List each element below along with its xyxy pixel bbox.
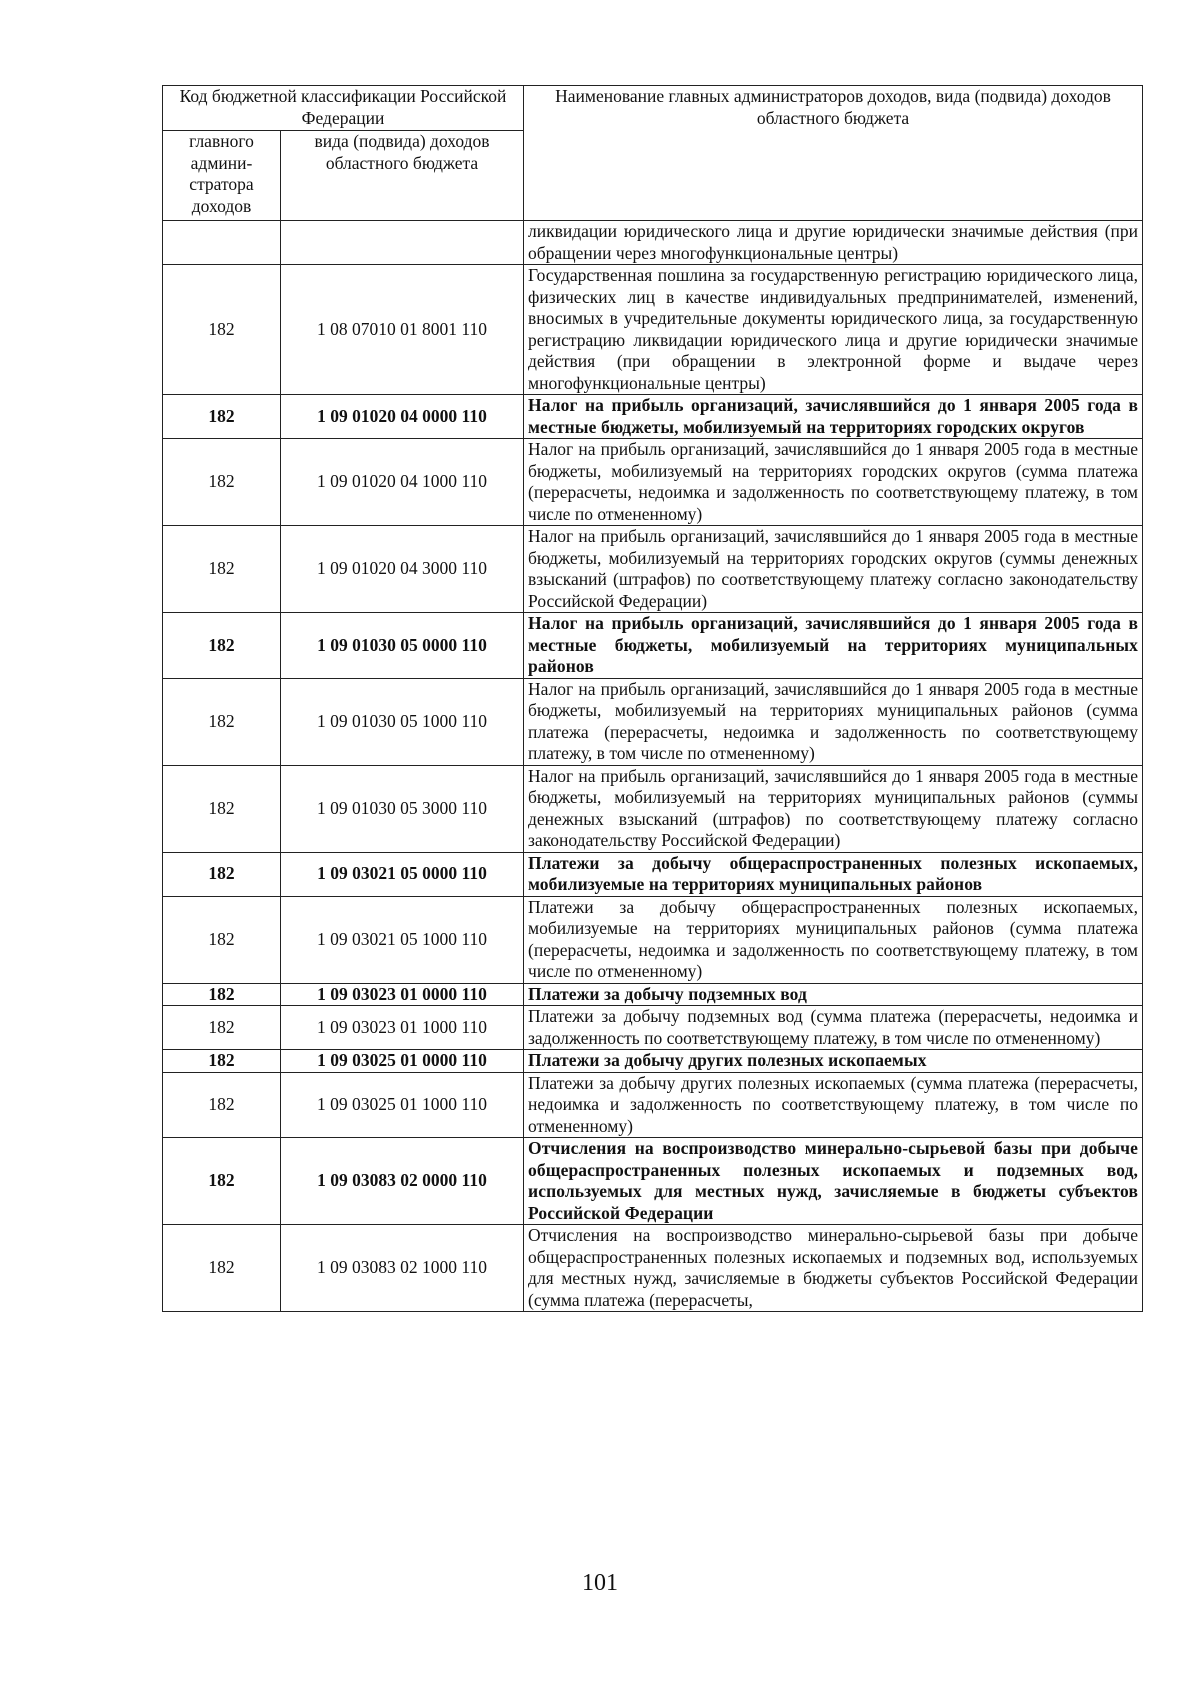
table-row (163, 613, 1143, 679)
income-name-cell: Платежи за добычу других полезных ископаемых (сумма платежа (перерасчеты, недоимка и задолженность по соответствующему платежу, в том числе по отмененному) (524, 1072, 1143, 1138)
income-code-cell: 1 09 03023 01 0000 110 (281, 983, 524, 1006)
income-name-cell: Государственная пошлина за государственную регистрацию юридического лица, физических лиц в качестве индивидуальных предпринимателей, изменений, вносимых в учредительные документы юридического лица, за государственную регистрацию ликвидации юридического лица и другие юридически значимые действия (при обращении в электронной форме и выдаче через многофункциональные центры) (524, 265, 1143, 395)
income-name-cell: Налог на прибыль организаций, зачислявшийся до 1 января 2005 года в местные бюджеты, мобилизуемый на территориях муниципальных районов (524, 613, 1143, 679)
admin-code-cell: 182 (163, 439, 281, 526)
admin-code-cell: 182 (163, 1050, 281, 1073)
admin-code-cell: 182 (163, 678, 281, 765)
table-row (163, 265, 1143, 395)
code-group-header: Код бюджетной классификации Российской Федерации (163, 86, 524, 131)
table-row (163, 765, 1143, 852)
income-code-cell: 1 09 03021 05 1000 110 (281, 896, 524, 983)
income-code-cell: 1 09 01020 04 0000 110 (281, 395, 524, 439)
income-code-cell (281, 221, 524, 265)
admin-code-cell: 182 (163, 526, 281, 613)
table-row (163, 896, 1143, 983)
table-row (163, 1072, 1143, 1138)
income-code-cell: 1 09 01030 05 3000 110 (281, 765, 524, 852)
income-code-cell: 1 09 01030 05 1000 110 (281, 678, 524, 765)
income-code-cell: 1 09 03025 01 0000 110 (281, 1050, 524, 1073)
table-row (163, 221, 1143, 265)
income-name-cell: Налог на прибыль организаций, зачислявшийся до 1 января 2005 года в местные бюджеты, мобилизуемый на территориях городских округов (суммы денежных взысканий (штрафов) по соответствующему платежу согласно законодательству Российской Федерации) (524, 526, 1143, 613)
budget-classification-table (162, 85, 1143, 1312)
income-name-cell: Платежи за добычу подземных вод (524, 983, 1143, 1006)
table-row (163, 1050, 1143, 1073)
admin-code-cell: 182 (163, 265, 281, 395)
income-code-cell: 1 09 03083 02 0000 110 (281, 1138, 524, 1225)
name-column-header: Наименование главных администраторов доходов, вида (подвида) доходов областного бюджета (524, 86, 1143, 221)
admin-code-cell: 182 (163, 1072, 281, 1138)
table-row (163, 395, 1143, 439)
income-name-cell: Платежи за добычу общераспространенных полезных ископаемых, мобилизуемые на территориях муниципальных районов (сумма платежа (перерасчеты, недоимка и задолженность по соответствующему платежу, в том числе по отмененному) (524, 896, 1143, 983)
income-name-cell: Налог на прибыль организаций, зачислявшийся до 1 января 2005 года в местные бюджеты, мобилизуемый на территориях муниципальных районов (сумма платежа (перерасчеты, недоимка и задолженность по соответствующему платежу, в том числе по отмененному) (524, 678, 1143, 765)
admin-code-cell: 182 (163, 613, 281, 679)
income-code-cell: 1 09 03021 05 0000 110 (281, 852, 524, 896)
admin-code-cell: 182 (163, 395, 281, 439)
code-column-header: вида (подвида) доходов областного бюджета (281, 131, 524, 221)
admin-code-cell: 182 (163, 983, 281, 1006)
table-row (163, 526, 1143, 613)
admin-code-cell: 182 (163, 765, 281, 852)
income-name-cell: Налог на прибыль организаций, зачислявшийся до 1 января 2005 года в местные бюджеты, мобилизуемый на территориях городских округов (сумма платежа (перерасчеты, недоимка и задолженность по соответствующему платежу, в том числе по отмененному) (524, 439, 1143, 526)
income-code-cell: 1 09 01030 05 0000 110 (281, 613, 524, 679)
page-number: 101 (582, 1570, 618, 1596)
table-body (163, 221, 1143, 1312)
admin-code-cell: 182 (163, 852, 281, 896)
table-row (163, 1006, 1143, 1050)
income-code-cell: 1 09 01020 04 3000 110 (281, 526, 524, 613)
income-name-cell: Платежи за добычу подземных вод (сумма платежа (перерасчеты, недоимка и задолженность по соответствующему платежу, в том числе по отмененному) (524, 1006, 1143, 1050)
admin-column-header: главного админи-стратора доходов (163, 131, 281, 221)
admin-code-cell: 182 (163, 1225, 281, 1312)
income-code-cell: 1 09 01020 04 1000 110 (281, 439, 524, 526)
table-row (163, 678, 1143, 765)
table-row (163, 1138, 1143, 1225)
income-name-cell: Налог на прибыль организаций, зачислявшийся до 1 января 2005 года в местные бюджеты, мобилизуемый на территориях муниципальных районов (суммы денежных взысканий (штрафов) по соответствующему платежу согласно законодательству Российской Федерации) (524, 765, 1143, 852)
admin-code-cell: 182 (163, 1138, 281, 1225)
income-code-cell: 1 08 07010 01 8001 110 (281, 265, 524, 395)
income-name-cell: Платежи за добычу общераспространенных полезных ископаемых, мобилизуемые на территориях муниципальных районов (524, 852, 1143, 896)
income-name-cell: Налог на прибыль организаций, зачислявшийся до 1 января 2005 года в местные бюджеты, мобилизуемый на территориях городских округов (524, 395, 1143, 439)
income-name-cell: ликвидации юридического лица и другие юридически значимые действия (при обращении через многофункциональные центры) (524, 221, 1143, 265)
admin-code-cell: 182 (163, 1006, 281, 1050)
admin-code-cell: 182 (163, 896, 281, 983)
income-code-cell: 1 09 03083 02 1000 110 (281, 1225, 524, 1312)
table-row (163, 852, 1143, 896)
income-name-cell: Платежи за добычу других полезных ископаемых (524, 1050, 1143, 1073)
income-code-cell: 1 09 03023 01 1000 110 (281, 1006, 524, 1050)
income-name-cell: Отчисления на воспроизводство минерально-сырьевой базы при добыче общераспространенных полезных ископаемых и подземных вод, используемых для местных нужд, зачисляемые в бюджеты субъектов Российской Федерации (сумма платежа (перерасчеты, (524, 1225, 1143, 1312)
admin-code-cell (163, 221, 281, 265)
table-row (163, 439, 1143, 526)
income-name-cell: Отчисления на воспроизводство минерально-сырьевой базы при добыче общераспространенных полезных ископаемых и подземных вод, используемых для местных нужд, зачисляемые в бюджеты субъектов Российской Федерации (524, 1138, 1143, 1225)
table-row (163, 1225, 1143, 1312)
table-header (163, 86, 1143, 221)
table-row (163, 983, 1143, 1006)
income-code-cell: 1 09 03025 01 1000 110 (281, 1072, 524, 1138)
